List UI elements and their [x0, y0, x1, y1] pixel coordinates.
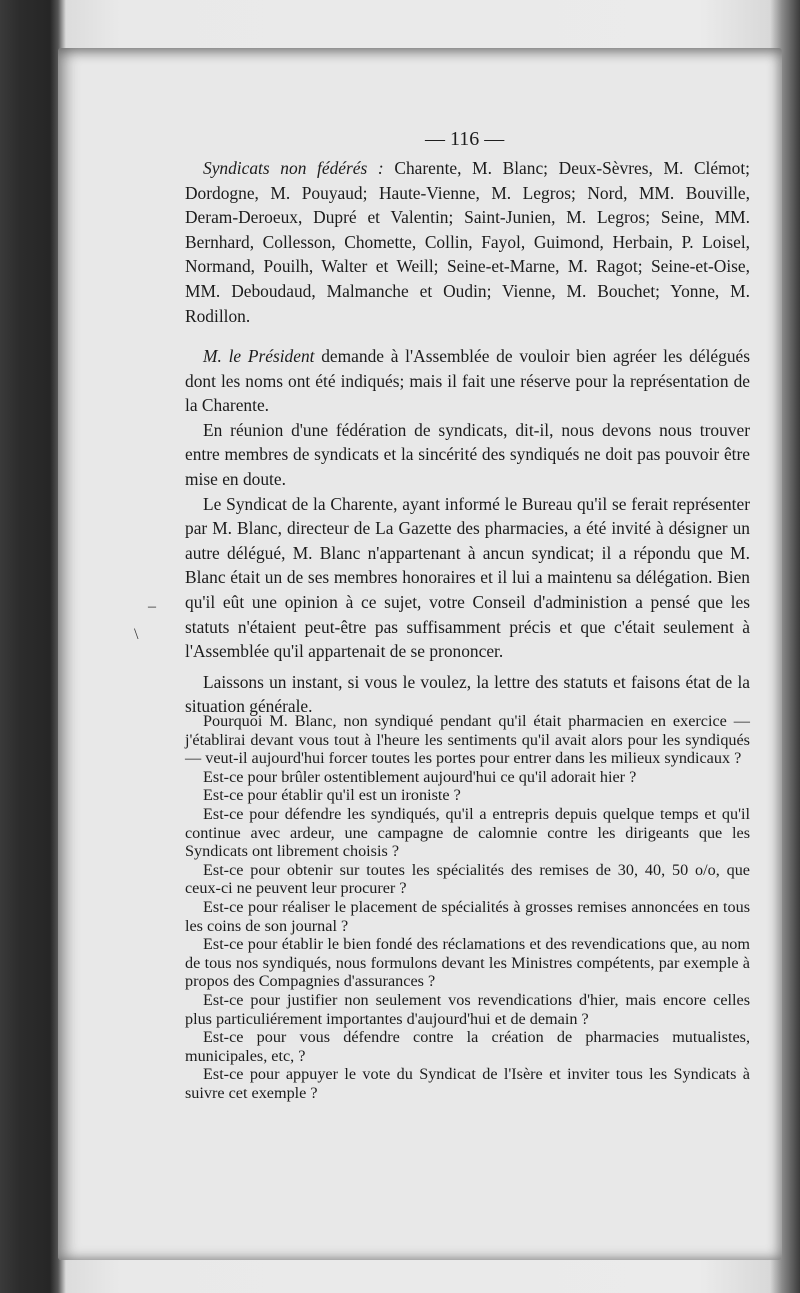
president-paragraph [185, 344, 750, 418]
syndicats-text: Charente, M. Blanc; Deux-Sèvres, M. Clémot; Dordogne, M. Pouyaud; Haute-Vienne, M. Legros; Nord, MM. Bouville, Deram-Deroeux, Dupré et Valentin; Saint-Junien, M. Legros; Seine, MM. Bernhard, Collesson, Chomette, Collin, Fayol, Guimond, Herbain, P. Loisel, Normand, Pouilh, Walter et Weill; Seine-et-Marne, M. Ragot; Seine-et-Oise, MM. Deboudaud, Malmanche et Oudin; Vienne, M. Bouchet; Yonne, M. Rodillon. [185, 158, 750, 326]
question-paragraph: Est-ce pour justifier non seulement vos revendications d'hier, mais encore celles plus particuliérement importantes d'aujourd'hui et de demain ? [185, 990, 750, 1028]
paragraph-situation: Laissons un instant, si vous le voulez, la lettre des statuts et faisons état de la situation générale. [185, 671, 750, 717]
margin-dash-mark: – [148, 598, 156, 615]
syndicats-lead: Syndicats non fédérés : [203, 158, 384, 178]
paragraph-federation: En réunion d'une fédération de syndicats, dit-il, nous devons nous trouver entre membres de syndicats et la sincérité des syndiqués ne doit pas pouvoir être mise en doute. [185, 419, 750, 489]
question-paragraph: Est-ce pour vous défendre contre la création de pharmacies mutualistes, municipales, etc, ? [185, 1028, 750, 1065]
page-number: — 116 — [425, 128, 505, 150]
syndicats-paragraph [185, 156, 750, 328]
question-paragraph: Est-ce pour établir qu'il est un ironiste ? [203, 786, 461, 805]
president-section [185, 344, 750, 719]
margin-tick-mark: \ [134, 626, 139, 643]
question-paragraph: Est-ce pour obtenir sur toutes les spécialités des remises de 30, 40, 50 o/o, que ceux-ci ne peuvent leur procurer ? [185, 860, 750, 898]
president-speaker: M. le Président [203, 346, 315, 366]
question-paragraph: Pourquoi M. Blanc, non syndiqué pendant qu'il était pharmacien en exercice — j'établirai devant vous tout à l'heure les sentiments qu'il avait alors pour les syndiqués — veut-il aujourd'hui forcer toutes les portes pour entrer dans les milieux syndicaux ? [185, 712, 750, 768]
question-paragraph: Est-ce pour défendre les syndiqués, qu'il a entrepris depuis quelque temps et qu'il continue avec ardeur, une campagne de calomnie contre les dirigeants que les Syndicats ont librement choisis ? [185, 804, 750, 861]
question-paragraph: Est-ce pour réaliser le placement de spécialités à grosses remises annoncées en tous les coins de son journal ? [185, 897, 750, 935]
question-paragraph: Est-ce pour brûler ostentiblement aujourd'hui ce qu'il adorait hier ? [203, 767, 637, 786]
question-paragraph: Est-ce pour établir le bien fondé des réclamations et des revendications que, au nom de tous nos syndiqués, nous formulons devant les Ministres compétents, par exemple à propos des Compagnies d'assurances ? [185, 935, 750, 991]
president-text: demande à l'Assemblée de vouloir bien agréer les délégués dont les noms ont été indiqués; mais il fait une réserve pour la représentation de la Charente. [185, 346, 750, 416]
questions-section [185, 712, 750, 1102]
question-paragraph: Est-ce pour appuyer le vote du Syndicat de l'Isère et inviter tous les Syndicats à suivre cet exemple ? [185, 1065, 750, 1102]
paragraph-charente: Le Syndicat de la Charente, ayant informé le Bureau qu'il se ferait représenter par M. Blanc, directeur de La Gazette des pharmacies, a été invité à désigner un autre délégué, M. Blanc n'appartenant à ancun syndicat; il a répondu que M. Blanc était un de ses membres honoraires et il lui a maintenu sa délégation. Bien qu'il eût une opinion à ce sujet, votre Conseil d'administion a pensé que les statuts n'étaient peut-être pas suffisamment précis et que c'était seulement à l'Assemblée qu'il appartenait de se prononcer. [185, 493, 750, 662]
